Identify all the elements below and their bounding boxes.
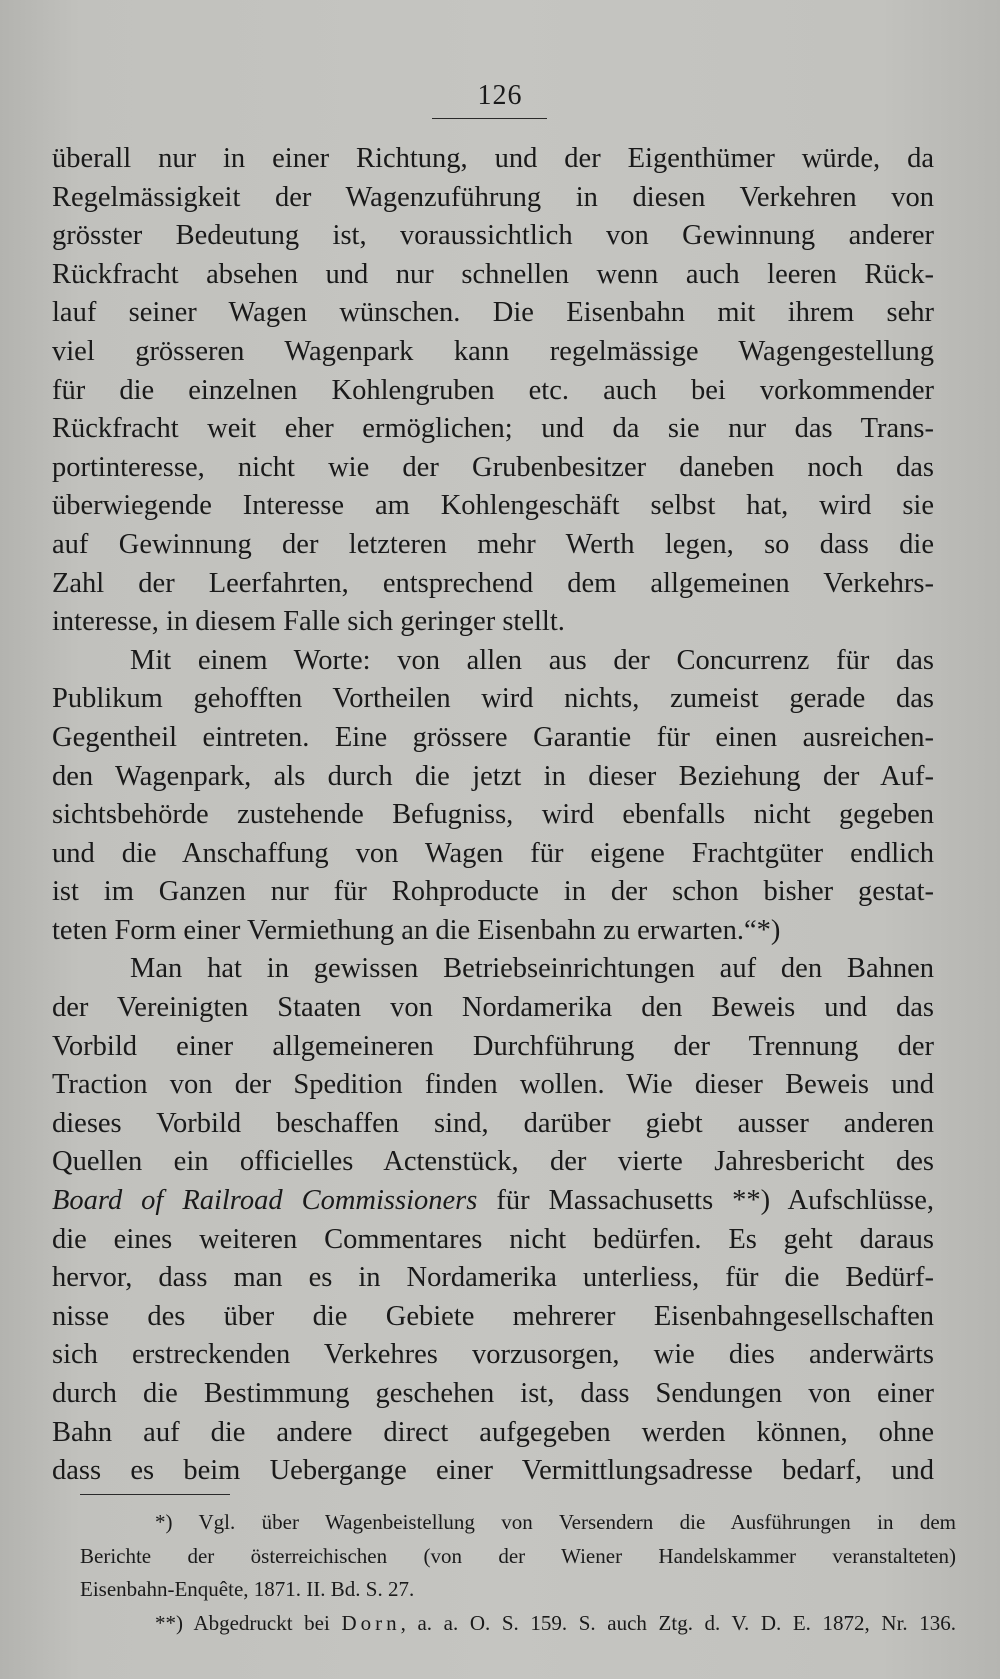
italic-title: Board of Railroad Commissioners xyxy=(52,1185,478,1217)
page-number: 126 xyxy=(477,80,523,111)
text-segment: für Massachusetts **) Aufschlüsse, xyxy=(477,1185,934,1217)
text-line: viel grösseren Wagenpark kann regelmässige Wagengestellung xyxy=(52,335,934,367)
text-line: der Vereinigten Staaten von Nordamerika den Beweis und das xyxy=(52,992,934,1024)
text-line: Rückfracht absehen und nur schnellen wenn auch leeren Rück- xyxy=(52,258,934,290)
text-line: durch die Bestimmung geschehen ist, dass Sendungen von einer xyxy=(52,1378,934,1409)
text-line: lauf seiner Wagen wünschen. Die Eisenbahn mit ihrem sehr xyxy=(52,297,934,329)
text-line: überall nur in einer Richtung, und der Eigenthümer würde, da xyxy=(52,143,934,174)
text-line: Gegentheil eintreten. Eine grössere Garantie für einen ausreichen- xyxy=(52,721,934,753)
text-line: Vorbild einer allgemeineren Durchführung der Trennung der xyxy=(52,1030,934,1062)
text-line: dass es beim Uebergange einer Vermittlungsadresse bedarf, und xyxy=(52,1455,934,1487)
text-line-with-italic xyxy=(52,1182,934,1221)
text-line: grösster Bedeutung ist, voraussichtlich von Gewinnung anderer xyxy=(52,220,934,252)
text-line: sich erstreckenden Verkehres vorzusorgen, wie dies anderwärts xyxy=(52,1339,934,1371)
text-line: hervor, dass man es in Nordamerika unterliess, für die Bedürf- xyxy=(52,1262,934,1294)
text-line: Traction von der Spedition finden wollen. Wie dieser Beweis und xyxy=(52,1069,934,1101)
author-name: Dorn xyxy=(341,1610,401,1635)
footnote-segment: , a. a. O. S. 159. S. auch Ztg. d. V. D. E. 1872, Nr. 136. xyxy=(400,1610,957,1635)
footnote-segment: **) Abgedruckt bei xyxy=(155,1610,342,1635)
text-line: portinteresse, nicht wie der Grubenbesitzer daneben noch das xyxy=(52,451,934,483)
text-line: interesse, in diesem Falle sich geringer stellt. xyxy=(52,606,565,638)
text-line: Bahn auf die andere direct aufgegeben werden können, ohne xyxy=(52,1416,934,1448)
text-line: Quellen ein officielles Actenstück, der vierte Jahresbericht des xyxy=(52,1146,934,1178)
text-line: den Wagenpark, als durch die jetzt in dieser Beziehung der Auf- xyxy=(52,760,934,792)
footnote-line: *) Vgl. über Wagenbeistellung von Versendern die Ausführungen in dem xyxy=(155,1510,956,1534)
text-line: auf Gewinnung der letzteren mehr Werth legen, so dass die xyxy=(52,528,934,560)
text-line: sichtsbehörde zustehende Befugniss, wird ebenfalls nicht gegeben xyxy=(52,799,934,831)
text-line: überwiegende Interesse am Kohlengeschäft selbst hat, wird sie xyxy=(52,490,934,522)
footnotes xyxy=(80,1506,956,1640)
text-line: die eines weiteren Commentares nicht bedürfen. Es geht daraus xyxy=(52,1223,934,1255)
text-line: Mit einem Worte: von allen aus der Concurrenz für das xyxy=(130,644,934,676)
text-line: teten Form einer Vermiethung an die Eisenbahn zu erwarten.“*) xyxy=(52,914,781,946)
text-line: Zahl der Leerfahrten, entsprechend dem allgemeinen Verkehrs- xyxy=(52,567,934,599)
text-line: dieses Vorbild beschaffen sind, darüber giebt ausser anderen xyxy=(52,1107,934,1139)
footnote-line: Eisenbahn-Enquête, 1871. II. Bd. S. 27. xyxy=(80,1577,415,1601)
text-line: Rückfracht weit eher ermöglichen; und da sie nur das Trans- xyxy=(52,413,934,445)
text-line: nisse des über die Gebiete mehrerer Eisenbahngesellschaften xyxy=(52,1300,934,1332)
text-line: ist im Ganzen nur für Rohproducte in der schon bisher gestat- xyxy=(52,876,934,908)
body-text xyxy=(52,140,934,1491)
text-line: und die Anschaffung von Wagen für eigene Frachtgüter endlich xyxy=(52,837,934,869)
footnote-line-with-name xyxy=(80,1607,956,1641)
footnote-rule xyxy=(80,1494,230,1495)
text-line: Man hat in gewissen Betriebseinrichtungen auf den Bahnen xyxy=(130,953,934,985)
text-line: Regelmässigkeit der Wagenzuführung in diesen Verkehren von xyxy=(52,181,934,213)
text-line: Publikum gehofften Vortheilen wird nichts, zumeist gerade das xyxy=(52,683,934,715)
page-number-rule xyxy=(432,118,547,119)
text-line: für die einzelnen Kohlengruben etc. auch bei vorkommender xyxy=(52,374,934,406)
footnote-line: Berichte der österreichischen (von der Wiener Handelskammer veranstalteten) xyxy=(80,1543,956,1568)
